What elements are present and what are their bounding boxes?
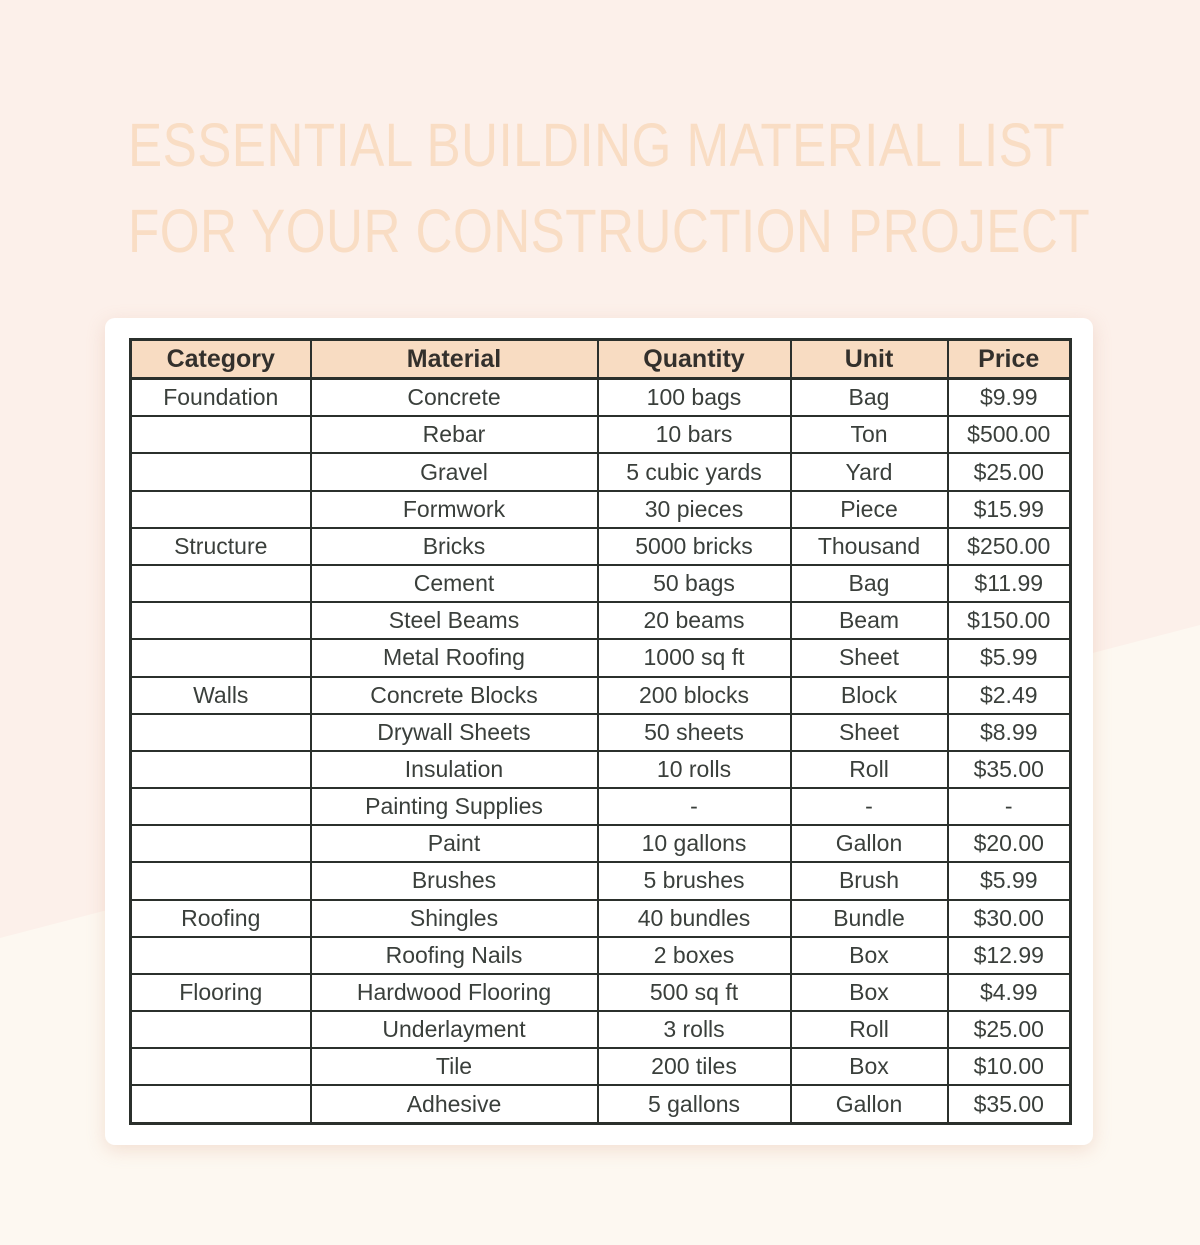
material-table-body [131, 379, 1071, 1124]
cell-quantity: 10 rolls [598, 751, 791, 788]
cell-category: Foundation [131, 379, 311, 417]
table-row [131, 714, 1071, 751]
cell-quantity: 3 rolls [598, 1011, 791, 1048]
column-header-category: Category [131, 340, 311, 379]
cell-unit: Roll [791, 751, 948, 788]
cell-unit: Box [791, 1048, 948, 1085]
cell-category: Roofing [131, 900, 311, 937]
cell-category [131, 714, 311, 751]
cell-price: $25.00 [948, 1011, 1071, 1048]
cell-price: $15.99 [948, 491, 1071, 528]
table-row [131, 1085, 1071, 1123]
cell-category: Walls [131, 677, 311, 714]
cell-quantity: 5 cubic yards [598, 453, 791, 490]
cell-category: Structure [131, 528, 311, 565]
cell-price: $25.00 [948, 453, 1071, 490]
column-header-material: Material [311, 340, 598, 379]
cell-price: $20.00 [948, 825, 1071, 862]
cell-unit: Bag [791, 565, 948, 602]
cell-price: $8.99 [948, 714, 1071, 751]
cell-quantity: 10 gallons [598, 825, 791, 862]
cell-category [131, 788, 311, 825]
cell-price: $11.99 [948, 565, 1071, 602]
title-line-1: ESSENTIAL BUILDING MATERIAL LIST [128, 111, 1065, 179]
cell-unit: Bag [791, 379, 948, 417]
table-row [131, 1011, 1071, 1048]
cell-price: $35.00 [948, 751, 1071, 788]
cell-price: $4.99 [948, 974, 1071, 1011]
cell-material: Bricks [311, 528, 598, 565]
table-row [131, 379, 1071, 417]
cell-unit: Roll [791, 1011, 948, 1048]
cell-unit: Yard [791, 453, 948, 490]
cell-material: Roofing Nails [311, 937, 598, 974]
cell-quantity: 10 bars [598, 416, 791, 453]
cell-material: Gravel [311, 453, 598, 490]
cell-unit: Brush [791, 862, 948, 899]
cell-material: Formwork [311, 491, 598, 528]
cell-category [131, 1048, 311, 1085]
table-row [131, 491, 1071, 528]
page-title [128, 102, 1200, 274]
cell-category [131, 937, 311, 974]
material-table [129, 338, 1072, 1125]
cell-material: Painting Supplies [311, 788, 598, 825]
cell-category [131, 862, 311, 899]
table-row [131, 528, 1071, 565]
cell-quantity: 1000 sq ft [598, 639, 791, 676]
cell-quantity: 100 bags [598, 379, 791, 417]
cell-quantity: 50 sheets [598, 714, 791, 751]
cell-category [131, 1011, 311, 1048]
table-card [105, 318, 1093, 1145]
cell-quantity: 30 pieces [598, 491, 791, 528]
table-row [131, 788, 1071, 825]
cell-quantity: 50 bags [598, 565, 791, 602]
cell-material: Metal Roofing [311, 639, 598, 676]
table-row [131, 751, 1071, 788]
table-row [131, 677, 1071, 714]
cell-price: $500.00 [948, 416, 1071, 453]
cell-price: - [948, 788, 1071, 825]
cell-material: Tile [311, 1048, 598, 1085]
cell-price: $12.99 [948, 937, 1071, 974]
cell-price: $150.00 [948, 602, 1071, 639]
cell-material: Hardwood Flooring [311, 974, 598, 1011]
table-row [131, 453, 1071, 490]
cell-material: Adhesive [311, 1085, 598, 1123]
cell-category [131, 491, 311, 528]
cell-quantity: 2 boxes [598, 937, 791, 974]
table-row [131, 565, 1071, 602]
cell-unit: Bundle [791, 900, 948, 937]
cell-material: Concrete [311, 379, 598, 417]
table-row [131, 602, 1071, 639]
cell-material: Steel Beams [311, 602, 598, 639]
cell-quantity: - [598, 788, 791, 825]
cell-price: $5.99 [948, 862, 1071, 899]
cell-price: $2.49 [948, 677, 1071, 714]
cell-quantity: 200 tiles [598, 1048, 791, 1085]
cell-price: $10.00 [948, 1048, 1071, 1085]
cell-unit: Beam [791, 602, 948, 639]
cell-quantity: 20 beams [598, 602, 791, 639]
cell-unit: Thousand [791, 528, 948, 565]
cell-unit: Gallon [791, 1085, 948, 1123]
cell-unit: Sheet [791, 639, 948, 676]
table-header-row [131, 340, 1071, 379]
cell-unit: Box [791, 974, 948, 1011]
cell-unit: - [791, 788, 948, 825]
cell-unit: Ton [791, 416, 948, 453]
column-header-unit: Unit [791, 340, 948, 379]
cell-material: Insulation [311, 751, 598, 788]
cell-unit: Box [791, 937, 948, 974]
cell-price: $9.99 [948, 379, 1071, 417]
cell-price: $250.00 [948, 528, 1071, 565]
cell-price: $35.00 [948, 1085, 1071, 1123]
cell-material: Underlayment [311, 1011, 598, 1048]
table-row [131, 974, 1071, 1011]
table-row [131, 862, 1071, 899]
cell-category [131, 825, 311, 862]
column-header-price: Price [948, 340, 1071, 379]
cell-category: Flooring [131, 974, 311, 1011]
cell-category [131, 1085, 311, 1123]
cell-category [131, 416, 311, 453]
cell-unit: Gallon [791, 825, 948, 862]
cell-material: Rebar [311, 416, 598, 453]
cell-quantity: 5 brushes [598, 862, 791, 899]
cell-quantity: 500 sq ft [598, 974, 791, 1011]
table-row [131, 900, 1071, 937]
cell-quantity: 200 blocks [598, 677, 791, 714]
cell-unit: Piece [791, 491, 948, 528]
table-row [131, 825, 1071, 862]
table-row [131, 639, 1071, 676]
table-header [131, 340, 1071, 379]
cell-category [131, 639, 311, 676]
cell-quantity: 5000 bricks [598, 528, 791, 565]
cell-category [131, 453, 311, 490]
cell-material: Concrete Blocks [311, 677, 598, 714]
cell-price: $30.00 [948, 900, 1071, 937]
cell-material: Brushes [311, 862, 598, 899]
cell-unit: Sheet [791, 714, 948, 751]
column-header-quantity: Quantity [598, 340, 791, 379]
cell-category [131, 602, 311, 639]
cell-material: Cement [311, 565, 598, 602]
cell-material: Shingles [311, 900, 598, 937]
cell-category [131, 751, 311, 788]
cell-price: $5.99 [948, 639, 1071, 676]
cell-quantity: 40 bundles [598, 900, 791, 937]
table-row [131, 1048, 1071, 1085]
title-line-2: FOR YOUR CONSTRUCTION PROJECT [128, 197, 1091, 265]
table-row [131, 937, 1071, 974]
cell-unit: Block [791, 677, 948, 714]
cell-quantity: 5 gallons [598, 1085, 791, 1123]
cell-material: Drywall Sheets [311, 714, 598, 751]
cell-material: Paint [311, 825, 598, 862]
table-row [131, 416, 1071, 453]
cell-category [131, 565, 311, 602]
